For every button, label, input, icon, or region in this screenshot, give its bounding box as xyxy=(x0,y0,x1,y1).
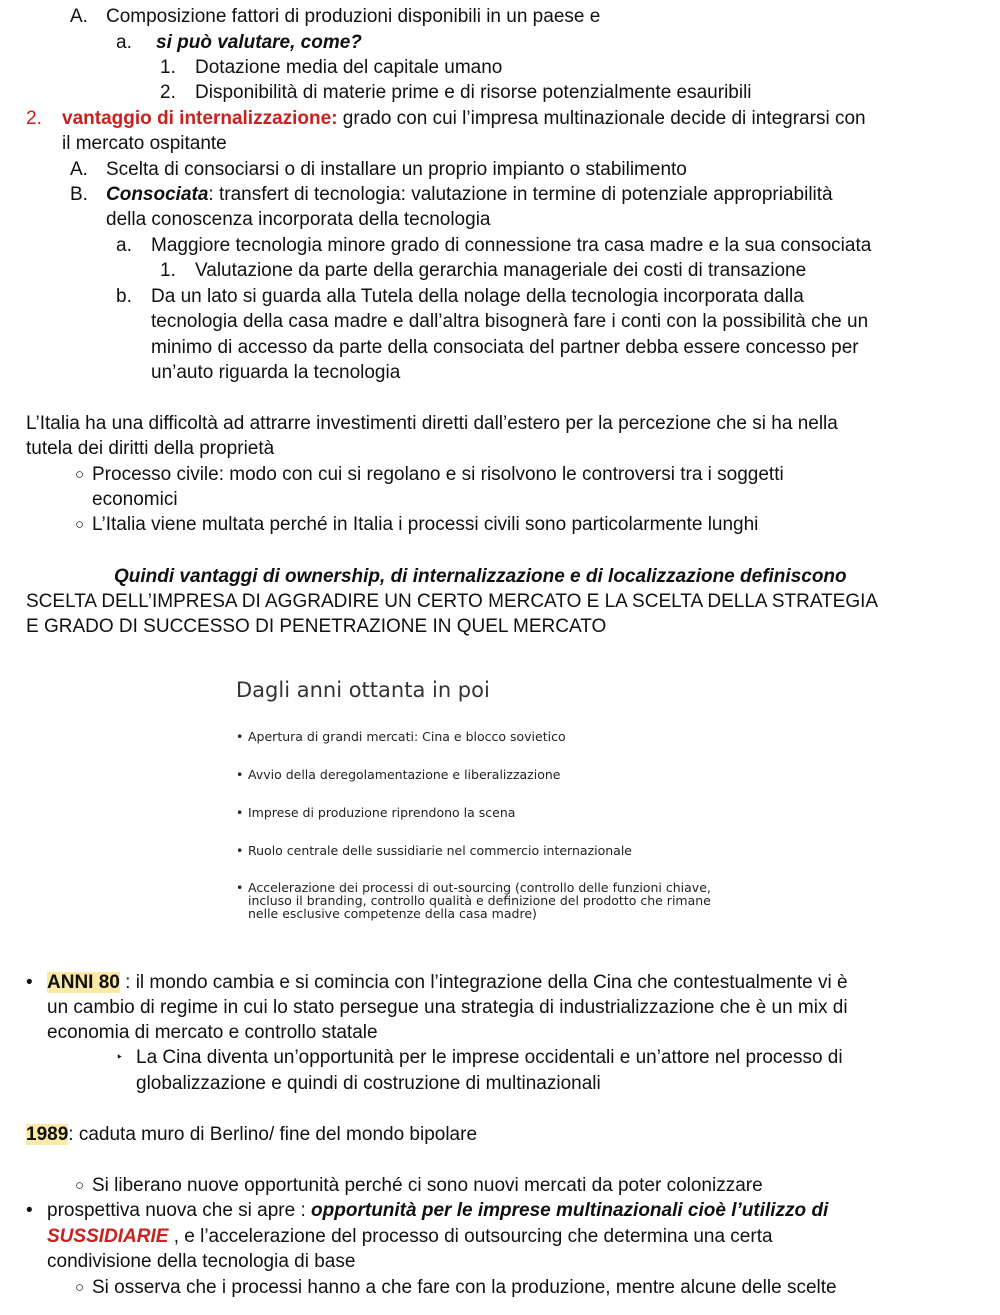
list-marker: a. xyxy=(116,32,132,53)
slide-item-text: Imprese di produzione riprendono la scena xyxy=(248,805,516,820)
bullet-icon: • xyxy=(236,767,244,782)
list-marker: 1. xyxy=(160,260,176,281)
bullet-icon: • xyxy=(26,972,33,993)
slide-bullet-item xyxy=(236,844,632,857)
slide-bullet-item xyxy=(236,768,560,781)
list-item-text: un’auto riguarda la tecnologia xyxy=(151,362,401,383)
circle-bullet-icon: ○ xyxy=(75,516,85,533)
bold-phrase: opportunità per le imprese multinazionali cioè l’utilizzo di xyxy=(311,1200,829,1221)
bullet-text xyxy=(47,1198,828,1223)
red-term: SUSSIDIARIE xyxy=(47,1226,169,1247)
circle-bullet-icon: ○ xyxy=(75,1279,85,1296)
list-item-text: Valutazione da parte della gerarchia manageriale dei costi di transazione xyxy=(195,260,807,281)
bullet-text: economia di mercato e controllo statale xyxy=(47,1022,378,1043)
paragraph-line: SCELTA DELL’IMPRESA DI AGGRADIRE UN CERTO MERCATO E LA SCELTA DELLA STRATEGIA xyxy=(26,591,879,612)
year-text: : caduta muro di Berlino/ fine del mondo bipolare xyxy=(68,1124,478,1145)
list-marker: 2. xyxy=(26,108,42,129)
triangle-bullet-icon: ‣ xyxy=(116,1050,124,1064)
list-marker: a. xyxy=(116,235,132,256)
list-marker: 2. xyxy=(160,82,176,103)
list-item-text: economici xyxy=(92,489,178,510)
section-text: grado con cui l’impresa multinazionale decide di integrarsi con xyxy=(337,108,866,129)
list-item-text xyxy=(106,182,833,207)
bullet-icon: • xyxy=(236,729,244,744)
list-item-text: Si liberano nuove opportunità perché ci sono nuovi mercati da poter colonizzare xyxy=(92,1175,763,1196)
bullet-text xyxy=(47,1224,773,1249)
bullet-text: condivisione della tecnologia di base xyxy=(47,1251,356,1272)
slide-item-text: Accelerazione dei processi di out-sourcing (controllo delle funzioni chiave, xyxy=(248,880,711,895)
list-marker: b. xyxy=(116,286,132,307)
paragraph-line: E GRADO DI SUCCESSO DI PENETRAZIONE IN QUEL MERCATO xyxy=(26,616,607,637)
slide-bullet-item xyxy=(236,806,515,819)
paragraph-line: tutela dei diritti della proprietà xyxy=(26,438,275,459)
list-marker: A. xyxy=(70,6,88,27)
slide-image xyxy=(228,668,748,938)
list-item-text: Processo civile: modo con cui si regolano e si risolvono le controversi tra i soggetti xyxy=(92,464,784,485)
list-marker: B. xyxy=(70,184,88,205)
section-2-heading-line xyxy=(62,106,866,131)
bullet-icon: • xyxy=(236,843,244,858)
list-marker: A. xyxy=(70,159,88,180)
list-item-text: tecnologia della casa madre e dall’altra bisognerà fare i conti con la possibilità che un xyxy=(151,311,869,332)
bullet-icon: • xyxy=(236,805,244,820)
list-item-text: minimo di accesso da parte della consociata del partner debba essere concesso per xyxy=(151,337,859,358)
list-item-text: Dotazione media del capitale umano xyxy=(195,57,503,78)
list-item-text: Scelta di consociarsi o di installare un proprio impianto o stabilimento xyxy=(106,159,687,180)
list-item-text: si può valutare, come? xyxy=(156,32,362,53)
list-item-text: della conoscenza incorporata della tecnologia xyxy=(106,209,491,230)
bold-term: Consociata xyxy=(106,184,209,205)
year-line xyxy=(26,1122,477,1147)
slide-item-text: Ruolo centrale delle sussidiarie nel commercio internazionale xyxy=(248,843,632,858)
section-text: il mercato ospitante xyxy=(62,133,227,154)
term-text: : transfert di tecnologia: valutazione in termine di potenziale appropriabilità xyxy=(208,184,833,205)
paragraph-line: L’Italia ha una difficoltà ad attrarre investimenti diretti dall’estero per la percezione che si ha nella xyxy=(26,413,838,434)
list-marker: 1. xyxy=(160,57,176,78)
list-item-text: Disponibilità di materie prime e di risorse potenzialmente esauribili xyxy=(195,82,752,103)
bullet-text-content: prospettiva nuova che si apre : xyxy=(47,1200,312,1221)
circle-bullet-icon: ○ xyxy=(75,466,85,483)
list-item-text: globalizzazione e quindi di costruzione di multinazionali xyxy=(136,1073,601,1094)
circle-bullet-icon: ○ xyxy=(75,1177,85,1194)
bullet-text-content: , e l’accelerazione del processo di outsourcing che determina una certa xyxy=(168,1226,773,1247)
bullet-text-content: : il mondo cambia e si comincia con l’integrazione della Cina che contestualmente vi è xyxy=(119,972,848,993)
slide-item-text: Avvio della deregolamentazione e liberalizzazione xyxy=(248,767,561,782)
emphasis-heading: Quindi vantaggi di ownership, di internalizzazione e di localizzazione definiscono xyxy=(114,566,847,587)
slide-bullet-item xyxy=(236,730,566,743)
list-item-text: Composizione fattori di produzioni disponibili in un paese e xyxy=(106,6,601,27)
list-item-text: Si osserva che i processi hanno a che fare con la produzione, mentre alcune delle scelte xyxy=(92,1277,837,1298)
section-heading: vantaggio di internalizzazione: xyxy=(62,108,338,129)
bullet-text xyxy=(47,970,848,995)
bullet-icon: • xyxy=(236,880,244,895)
list-item-text: Maggiore tecnologia minore grado di connessione tra casa madre e la sua consociata xyxy=(151,235,872,256)
highlighted-label: ANNI 80 xyxy=(47,972,120,993)
slide-item-text: nelle esclusive competenze della casa madre) xyxy=(248,906,537,921)
slide-title: Dagli anni ottanta in poi xyxy=(236,678,490,702)
list-item-text: Da un lato si guarda alla Tutela della nolage della tecnologia incorporata dalla xyxy=(151,286,804,307)
slide-item-text: incluso il branding, controllo qualità e definizione del prodotto che rimane xyxy=(248,893,711,908)
highlighted-year: 1989 xyxy=(26,1124,69,1145)
list-item-text: La Cina diventa un’opportunità per le imprese occidentali e un’attore nel processo di xyxy=(136,1047,843,1068)
bullet-icon: • xyxy=(26,1200,33,1221)
slide-item-text: Apertura di grandi mercati: Cina e blocco sovietico xyxy=(248,729,566,744)
list-item-text: L’Italia viene multata perché in Italia i processi civili sono particolarmente lunghi xyxy=(92,514,759,535)
bullet-text: un cambio di regime in cui lo stato persegue una strategia di industrializzazione che è un mix di xyxy=(47,997,848,1018)
